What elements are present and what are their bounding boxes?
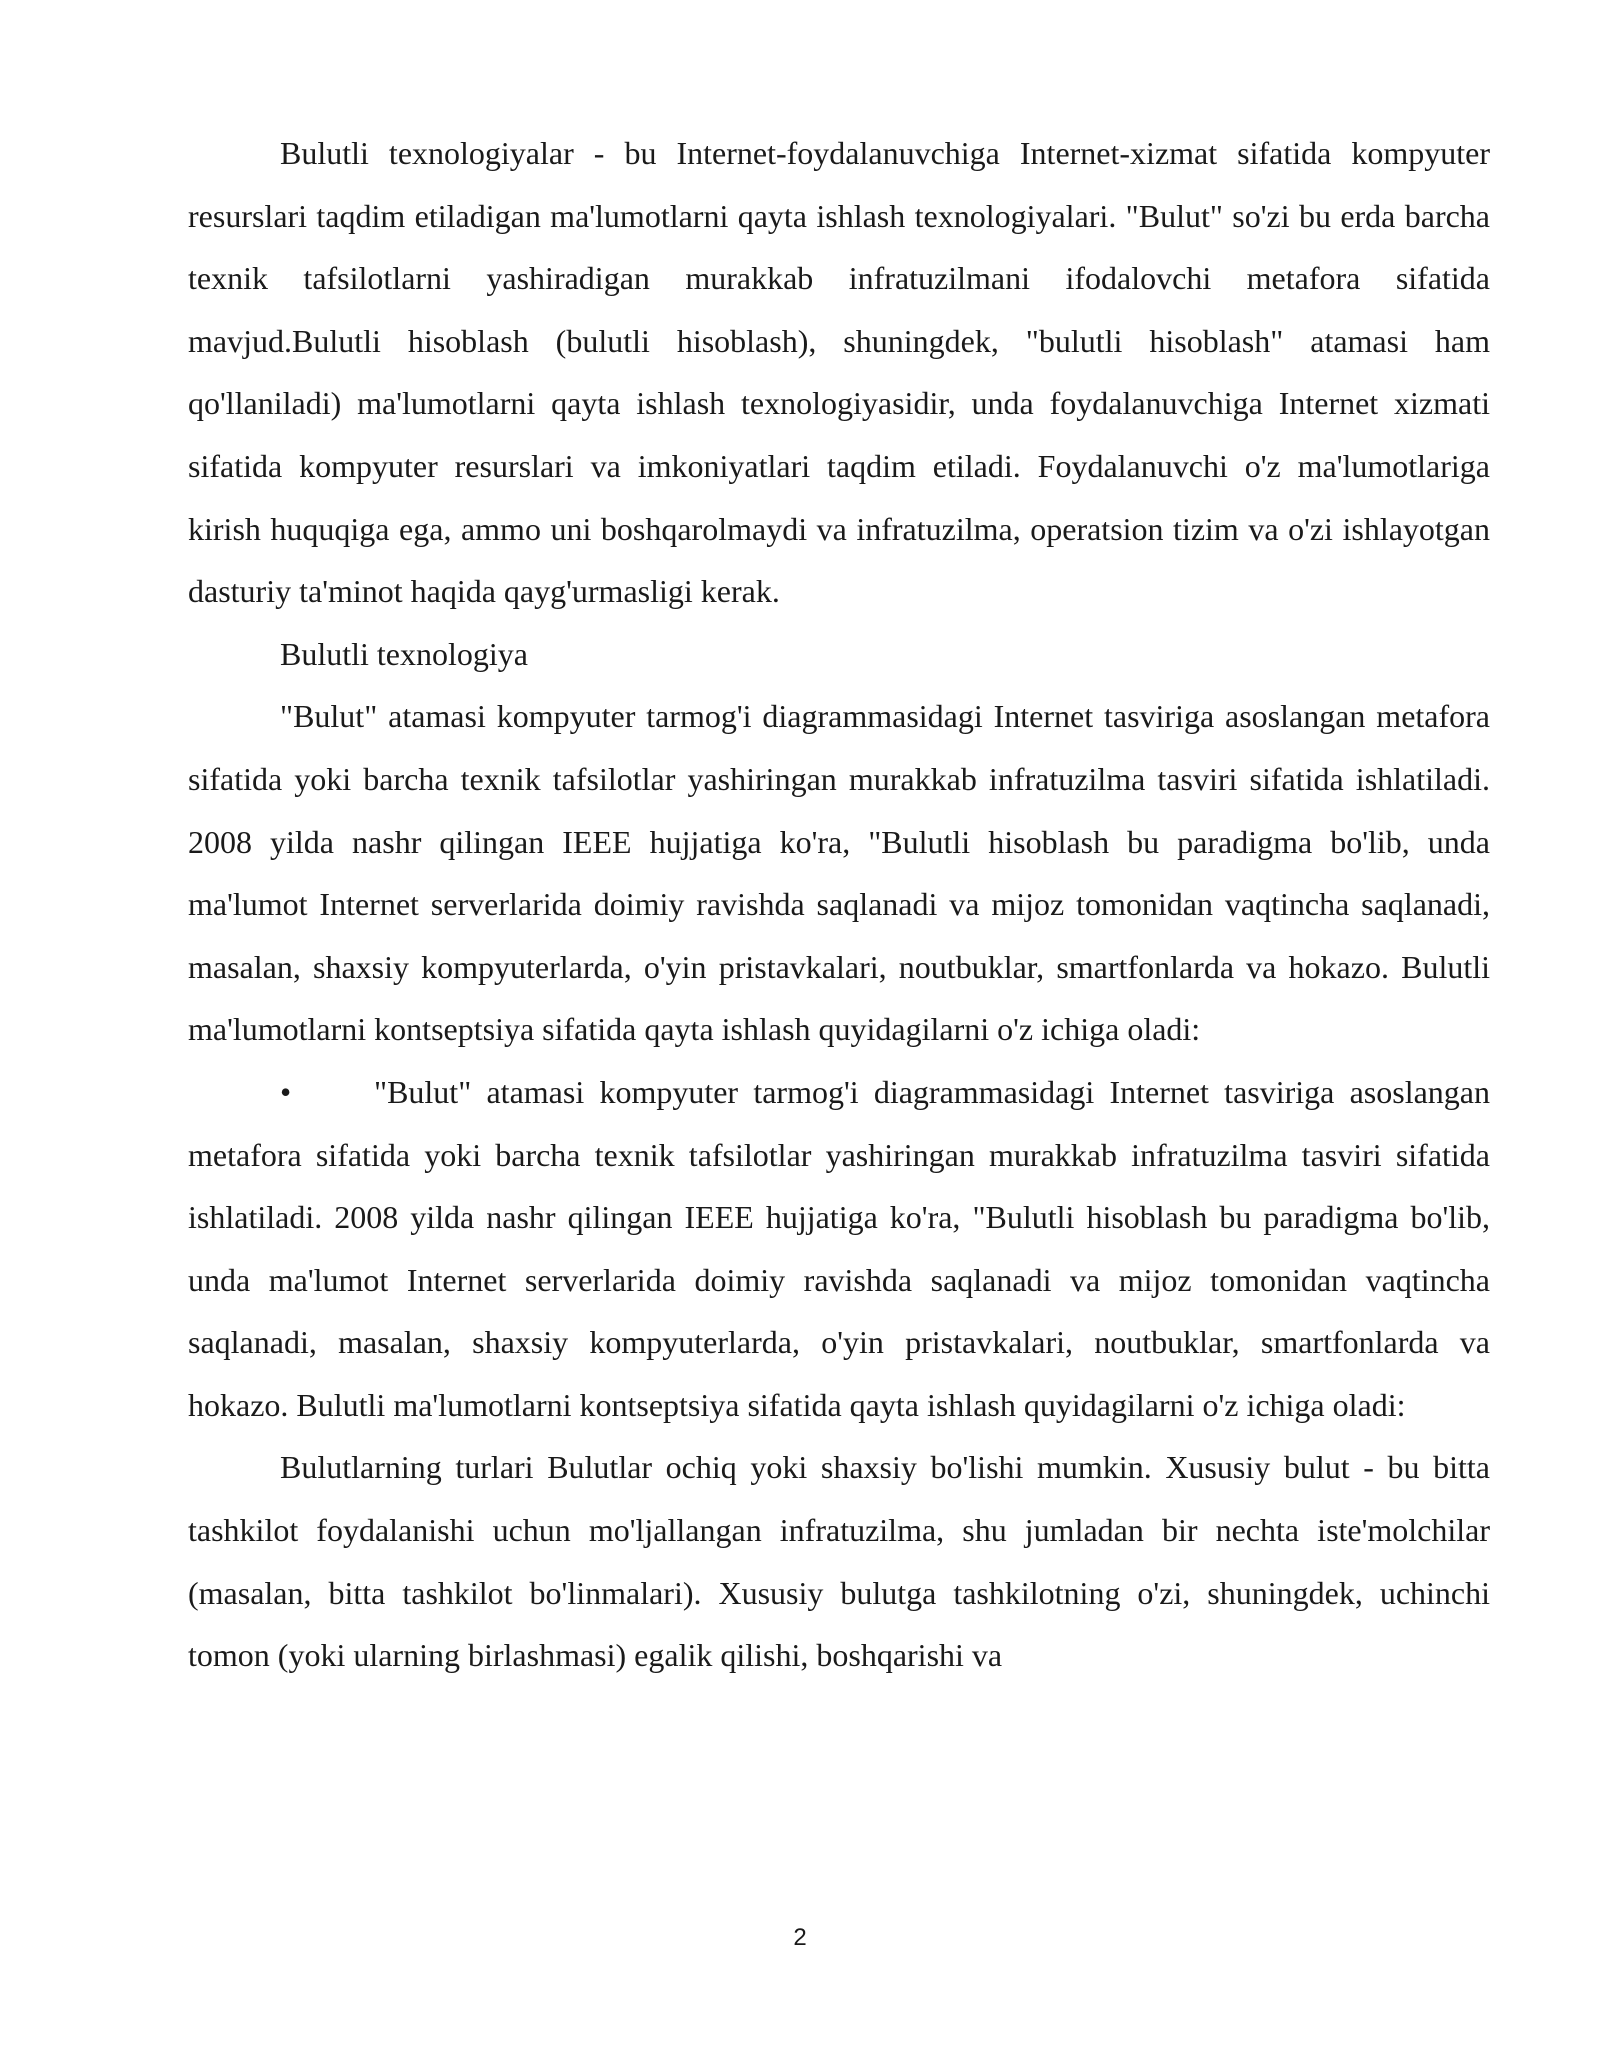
document-body bbox=[188, 122, 1490, 1687]
bullet-marker: • bbox=[280, 1073, 292, 1110]
paragraph-cloud-types: Bulutlarning turlari Bulutlar ochiq yoki shaxsiy bo'lishi mumkin. Xususiy bulut - bu bitta tashkilot foydalanishi uchun mo'ljallangan infratuzilma, shu jumladan bir nechta iste'molchilar (masalan, bitta tashkilot bo'linmalari). Xususiy bulutga tashkilotning o'zi, shuningdek, uchinchi tomon (yoki ularning birlashmasi) egalik qilishi, boshqarishi va bbox=[188, 1449, 1490, 1674]
paragraph-intro: Bulutli texnologiyalar - bu Internet-foydalanuvchiga Internet-xizmat sifatida kompyuter resurslari taqdim etiladigan ma'lumotlarni qayta ishlash texnologiyalari. "Bulut" so'zi bu erda barcha texnik tafsilotlarni yashiradigan murakkab infratuzilmani ifodalovchi metafora sifatida mavjud.Bulutli hisoblash (bulutli hisoblash), shuningdek, "bulutli hisoblash" atamasi ham qo'llaniladi) ma'lumotlarni qayta ishlash texnologiyasidir, unda foydalanuvchiga Internet xizmati sifatida kompyuter resurslari va imkoniyatlari taqdim etiladi. Foydalanuvchi o'z ma'lumotlariga kirish huquqiga ega, ammo uni boshqarolmaydi va infratuzilma, operatsion tizim va o'zi ishlayotgan dasturiy ta'minot haqida qayg'urmasligi kerak. bbox=[188, 135, 1490, 610]
bullet-text: "Bulut" atamasi kompyuter tarmog'i diagrammasidagi Internet tasviriga asoslangan metafora sifatida yoki barcha texnik tafsilotlar yashiringan murakkab infratuzilma tasviri sifatida ishlatiladi. 2008 yilda nashr qilingan IEEE hujjatiga ko'ra, "Bulutli hisoblash bu paradigma bo'lib, unda ma'lumot Internet serverlarida doimiy ravishda saqlanadi va mijoz tomonidan vaqtincha saqlanadi, masalan, shaxsiy kompyuterlarda, o'yin pristavkalari, noutbuklar, smartfonlarda va hokazo. Bulutli ma'lumotlarni kontseptsiya sifatida qayta ishlash quyidagilarni o'z ichiga oladi: bbox=[188, 1073, 1490, 1423]
section-heading: Bulutli texnologiya bbox=[280, 635, 528, 672]
page-number: 2 bbox=[793, 1924, 807, 1951]
bullet-list-item bbox=[188, 1061, 1490, 1437]
paragraph-bulut-term: "Bulut" atamasi kompyuter tarmog'i diagrammasidagi Internet tasviriga asoslangan metafora sifatida yoki barcha texnik tafsilotlar yashiringan murakkab infratuzilma tasviri sifatida ishlatiladi. 2008 yilda nashr qilingan IEEE hujjatiga ko'ra, "Bulutli hisoblash bu paradigma bo'lib, unda ma'lumot Internet serverlarida doimiy ravishda saqlanadi va mijoz tomonidan vaqtincha saqlanadi, masalan, shaxsiy kompyuterlarda, o'yin pristavkalari, noutbuklar, smartfonlarda va hokazo. Bulutli ma'lumotlarni kontseptsiya sifatida qayta ishlash quyidagilarni o'z ichiga oladi: bbox=[188, 698, 1490, 1048]
